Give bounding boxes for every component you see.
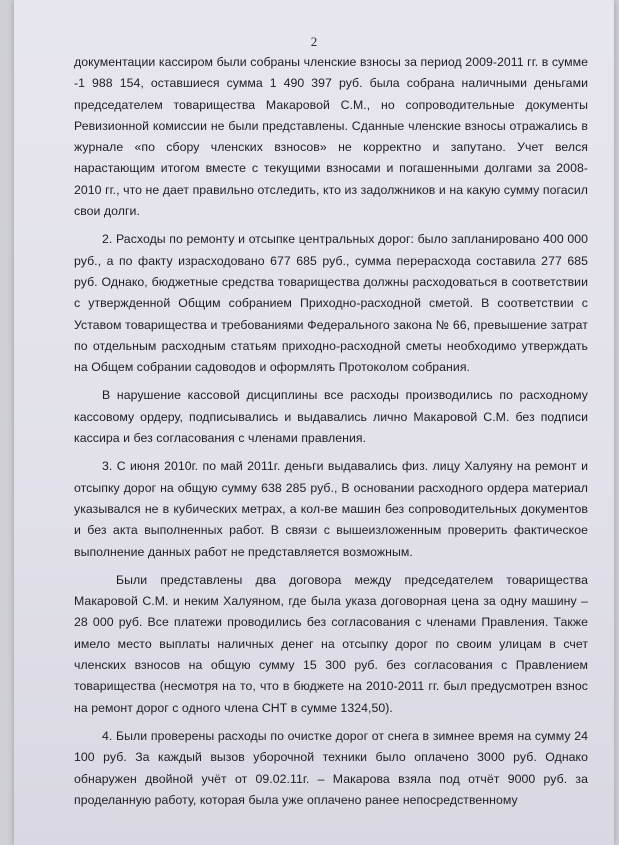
paragraph-collections: документации кассиром были собраны членские взносы за период 2009-2011 гг. в сумме -1 988 154, оставшиеся сумма 1 490 397 руб. была собрана наличными деньгами председателем товарищества Макаровой С.М., но сопроводительные документы Ревизионной комиссии не были представлены. Сданные членские взносы отражались в журнале «по сбору членских взносов» не корректно и запутано. Учет велся нарастающим итогом вместе с текущими взносами и погашенными долгами за 2008-2010 гг., что не дает правильно отследить, кто из задолжников и на какую сумму погасил свои долги.	[74, 55, 588, 219]
paragraph-snow-clearing: 4. Были проверены расходы по очистке дорог от снега в зимнее время на сумму 24 100 руб. За каждый вызов уборочной техники было оплачено 3000 руб. Однако обнаружен двойной учёт от 09.02.11г. – Макарова взяла под отчёт 9000 руб. за проделанную работу, которая была уже оплачено ранее непосредственному	[74, 728, 588, 807]
paragraph-cash-discipline: В нарушение кассовой дисциплины все расходы производились по расходному кассовому ордеру, подписывались и выдавались лично Макаровой С.М. без подписи кассира и без согласования с членами правления.	[74, 388, 588, 446]
paragraph-contracts: Были представлены два договора между председателем товарищества Макаровой С.М. и неким Халуяном, где была указа договорная цена за одну машину – 28 000 руб. Все платежи проводились без согласования с членами Правления. Также имело место выплаты наличных денег на отсыпку дорог по своим улицам в счет членских взносов на общую сумму 15 300 руб. без согласования с Правлением товарищества (несмотря на то, что в бюджете на 2010-2011 гг. был предусмотрен взнос на ремонт дорог с одного члена СНТ в сумме 1324,50).	[74, 572, 588, 715]
document-page	[14, 0, 614, 845]
paragraph-road-repair-expenses: 2. Расходы по ремонту и отсыпке центральных дорог: было запланировано 400 000 руб., а по факту израсходовано 677 685 руб., сумма перерасхода составила 277 685 руб. Однако, бюджетные средства товарищества должны расходоваться в соответствии с утвержденной Общим собранием Приходно-расходной сметой. В соответствии с Уставом товарищества и требованиями Федерального закона № 66, превышение затрат по отдельным расходным статьям приходно-расходной сметы необходимо утверждать на Общем собрании садоводов и оформлять Протоколом собрания.	[74, 232, 588, 375]
document-body	[74, 52, 588, 818]
paragraph-haluyan-payments: 3. С июня 2010г. по май 2011г. деньги выдавались физ. лицу Халуяну на ремонт и отсыпку дорог на общую сумму 638 285 руб., В основании расходного ордера материал указывался не в кубических метрах, а кол-ве машин без сопроводительных документов и без акта выполненных работ. В связи с вышеизложенным проверить фактическое выполнение данных работ не представляется возможным.	[74, 459, 588, 559]
page-number: 2	[310, 34, 318, 49]
